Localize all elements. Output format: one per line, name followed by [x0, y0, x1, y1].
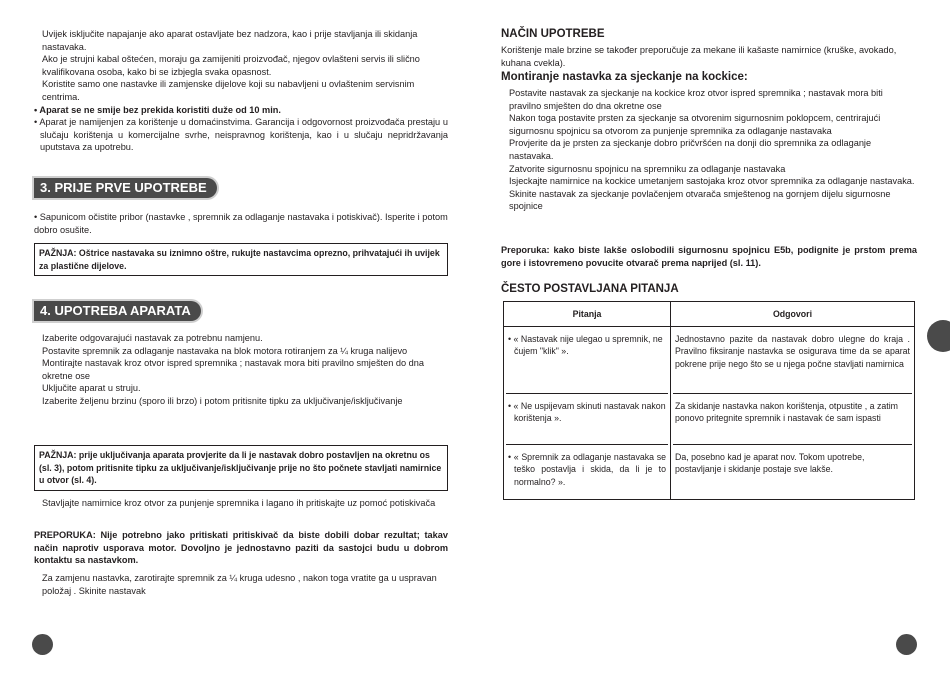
faq-answer: Za skidanje nastavka nakon korištenja, otpustite , a zatim ponovo pritegnite spremnik i nastavak će sam ispasti: [675, 401, 898, 424]
section-4-heading: 4. UPOTREBA APARATA: [34, 301, 201, 321]
intro-line: Koristite samo one nastavke ili zamjenske dijelove koji su nabavljeni u ovlaštenim servisnim centrima.: [42, 79, 415, 102]
right-page: [475, 0, 950, 674]
faq-question: • « Spremnik za odlaganje nastavaka se teško postavlja i skida, da li je to normalno? ».: [508, 452, 666, 487]
step-item: Montirajte nastavak kroz otvor ispred spremnika ; nastavak mora biti pravilno smješten do dna okretne ose: [42, 358, 424, 381]
faq-answer: Jednostavno pazite da nastavak dobro ulegne do kraja . Pravilno fiksiranje nastavka se osigurava time da se aparat pokrene prije nego što se u njega počne stavljati namirnica: [675, 334, 910, 369]
montiranje-steps: [501, 87, 917, 213]
table-row: [504, 445, 915, 500]
montiranje-title: Montiranje nastavka za sjeckanje na kockice:: [501, 71, 748, 83]
step-item: Postavite spremnik za odlaganje nastavaka na blok motora rotiranjem za ¼ kruga nalijevo: [42, 345, 408, 356]
faq-header-questions: Pitanja: [504, 302, 671, 327]
montiranje-step: Provjerite da je prsten za sjeckanje dobro pričvršćen na donji dio spremnika za odlaganje nastavaka.: [509, 138, 872, 161]
section-4-steps: [34, 332, 448, 408]
step-item: Izaberite odgovarajući nastavak za potrebnu namjenu.: [42, 333, 263, 343]
step-after: Stavljajte namirnice kroz otvor za punjenje spremnika i lagano ih pritiskajte uz pomoć potiskivača: [42, 498, 436, 508]
preporuka-note: Preporuka: kako biste lakše oslobodili sigurnosnu spojnicu E5b, podignite je prstom prema gore i istovremeno povucite otvarač prema naprijed (sl. 11).: [501, 245, 917, 268]
section-3-heading: 3. PRIJE PRVE UPOTREBE: [34, 178, 217, 198]
section-4-warning: PAŽNJA: prije uključivanja aparata provjerite da li je nastavak dobro postavljen na okretnu os (sl. 3), potom pritisnite tipku za uključivanje/isključivanje prije no što počnete stavljati namirnice u otvor (sl. 4).: [34, 445, 448, 491]
section-3-warning: PAŽNJA: Oštrice nastavaka su iznimno oštre, rukujte nastavcima oprezno, prihvatajući ih uvijek za plastične dijelove.: [34, 243, 448, 276]
nacin-body: Korištenje male brzine se također preporučuje za mekane ili kašaste namirnice (kruške, avokado, kuhana cvekla).: [501, 45, 897, 68]
page-number-circle: [32, 634, 53, 655]
intro-line: • Aparat se ne smije bez prekida koristiti duže od 10 min.: [34, 104, 281, 115]
edge-tab-marker: [927, 320, 950, 352]
preporuka-note: PREPORUKA: Nije potrebno jako pritiskati pritiskivač da biste dobili dobar rezultat; takav način naprotiv usporava motor. Dovoljno je jednostavno paziti da sastojci budu u dobrom kontaktu sa nastavkom.: [34, 530, 448, 566]
intro-line: Ako je strujni kabal oštećen, moraju ga zamijeniti proizvođač, njegov ovlašteni servis ili slično kvalifikovana osoba, kako bi se izbjegla svaka opasnost.: [42, 54, 420, 77]
montiranje-step: Nakon toga postavite prsten za sjeckanje sa otvorenim sigurnosnim poklopcem, centrirajući sigurnosnu spojnicu sa otvorom za punjenje spremnika za odlaganje nastavaka: [509, 113, 881, 136]
faq-header-answers: Odgovori: [671, 302, 915, 327]
montiranje-step: Isjeckajte namirnice na kockice umetanjem sastojaka kroz otvor spremnika za odlaganje nastavaka.: [509, 176, 915, 187]
montiranje-step: Skinite nastavak za sjeckanje povlačenjem otvarača smještenog na gornjem dijelu sigurnosne spojnice: [509, 188, 891, 212]
faq-table: [503, 301, 915, 500]
intro-line: • Aparat je namijenjen za korištenje u domaćinstvima. Garancija i odgovornost proizvođača prestaju u slučaju korištenja u komercijalne svrhe, neispravnog korištenja, kao i u slučaju nepridržavanja uputstava za upotrebu.: [34, 117, 448, 153]
faq-answer: Da, posebno kad je aparat nov. Tokom upotrebe, postavljanje i skidanje postaje sve lakše.: [675, 452, 865, 475]
intro-text: [34, 28, 448, 154]
montiranje-step: Postavite nastavak za sjeckanje na kockice kroz otvor ispred spremnika ; nastavak mora biti pravilno smješten do dna okretne ose: [509, 88, 883, 111]
montiranje-step: Zatvorite sigurnosnu spojnicu na spremniku za odlaganje nastavaka: [509, 163, 786, 174]
page-number-circle: [896, 634, 917, 655]
faq-title: ČESTO POSTAVLJANA PITANJA: [501, 283, 679, 295]
step-item: Izaberite željenu brzinu (sporo ili brzo) i potom pritisnite tipku za uključivanje/isključivanje: [42, 395, 403, 406]
step-item: Uključite aparat u struju.: [42, 383, 141, 394]
table-row: [504, 327, 915, 394]
intro-line: Uvijek isključite napajanje ako aparat ostavljate bez nadzora, kao i prije stavljanja ili skidanja nastavaka.: [42, 29, 418, 52]
faq-question: • « Nastavak nije ulegao u spremnik, ne čujem "klik" ».: [508, 334, 663, 357]
step-last: Za zamjenu nastavka, zarotirajte spremnik za ¼ kruga udesno , nakon toga vratite ga u uspravan položaj . Skinite nastavak: [42, 573, 437, 596]
section-3-body: • Sapunicom očistite pribor (nastavke , spremnik za odlaganje nastavaka i potiskivač). Isperite i potom dobro osušite.: [34, 212, 448, 235]
nacin-title: NAČIN UPOTREBE: [501, 28, 605, 40]
table-row: [504, 394, 915, 444]
faq-question: • « Ne uspijevam skinuti nastavak nakon korištenja ».: [508, 401, 666, 424]
